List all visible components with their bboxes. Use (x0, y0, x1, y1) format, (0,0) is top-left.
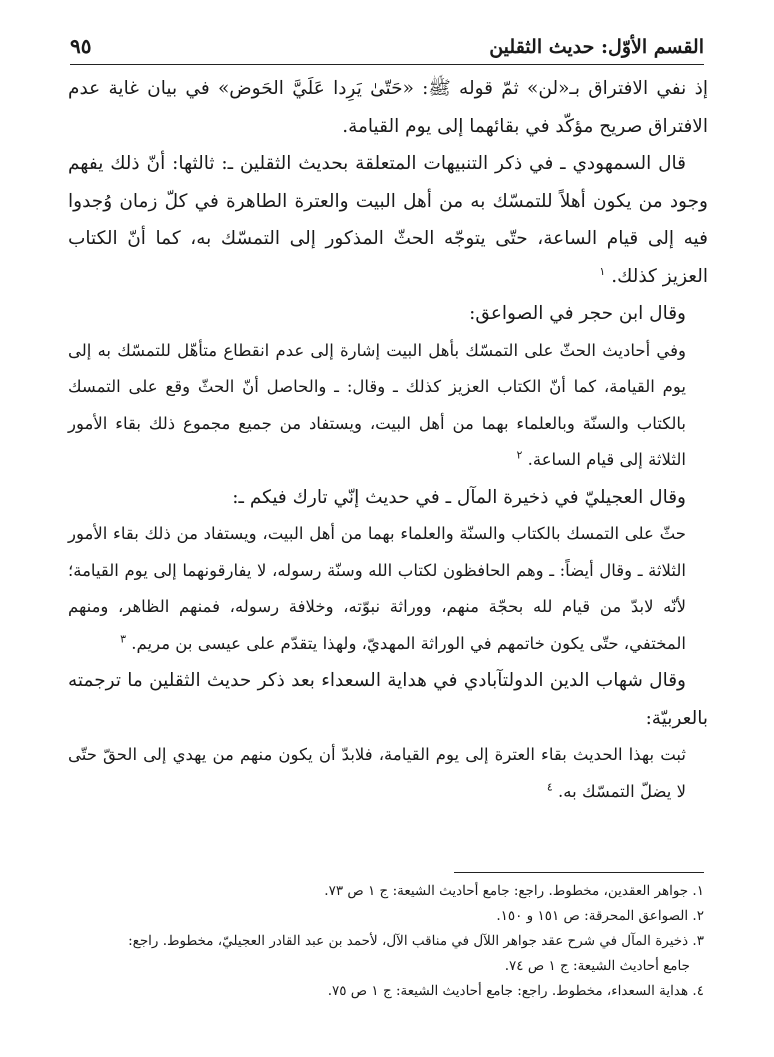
quote-1 (68, 333, 708, 479)
footnote-ref-2[interactable]: ٢ (516, 448, 523, 462)
footnote-ref-1[interactable]: ١ (599, 264, 606, 278)
footnotes (70, 872, 704, 1004)
footnote-2: ٢. الصواعق المحرقة: ص ١٥١ و ١٥٠. (496, 908, 704, 924)
page-header (70, 22, 704, 65)
running-title: القسم الأوّل: حديث الثقلين (489, 36, 704, 58)
paragraph-5: وقال شهاب الدين الدولتآبادي في هداية السعداء بعد ذكر حديث الثقلين ما ترجمته بالعربيّة: (68, 670, 708, 729)
footnote-ref-3[interactable]: ٣ (120, 632, 127, 645)
main-text (68, 70, 708, 810)
paragraph-2 (68, 145, 708, 295)
quote-2 (68, 516, 708, 662)
paragraph-3: وقال ابن حجر في الصواعق: (469, 303, 686, 324)
quote-2-text: حثّ على التمسك بالكتاب والسنّة والعلماء بهما من أهل البيت، ويستفاد من ذلك بقاء الأمور الثلاثة ـ وقال أيضاً: ـ وهم الحافظون لكتاب الله وسنّة رسوله، لا يفارقونهما إلى يوم القيامة؛ لأنّه لابدّ من قيام لله بحجّة منهم، ووراثة نبوّته، وخلافة رسوله، فمنهم الظاهر، ومنهم المختفي، حتّى يكون خاتمهم في الوراثة المهديّ، ولهذا يتقدّم على عيسى بن مريم. (68, 524, 686, 653)
paragraph-2-text: قال السمهودي ـ في ذكر التنبيهات المتعلقة بحديث الثقلين ـ: ثالثها: أنّ ذلك يفهم وجود من يكون أهلاً للتمسّك به من أهل البيت والعترة الطاهرة في كلّ زمان وُجدوا فيه إلى قيام الساعة، حتّى يتوجّه الحثّ المذكور إلى التمسّك به، كما أنّ الكتاب العزيز كذلك. (68, 153, 708, 287)
paragraph-4: وقال العجيليّ في ذخيرة المآل ـ في حديث إنّي تارك فيكم ـ: (232, 486, 686, 508)
page-number: ٩٥ (70, 34, 92, 58)
footnote-ref-4[interactable]: ٤ (546, 780, 553, 793)
footnote-3-continuation: جامع أحاديث الشيعة: ج ١ ص ٧٤. (504, 958, 690, 974)
quote-3 (68, 737, 708, 810)
footnote-divider (454, 872, 704, 873)
footnote-3: ٣. ذخيرة المآل في شرح عقد جواهر اللآل في مناقب الآل، لأحمد بن عبد القادر العجيليّ، مخطوط. راجع: (128, 933, 704, 949)
quote-1-text: وفي أحاديث الحثّ على التمسّك بأهل البيت إشارة إلى عدم انقطاع متأهّل للتمسّك به إلى يوم القيامة، كما أنّ الكتاب العزيز كذلك ـ وقال: ـ والحاصل أنّ الحثّ وقع على التمسك بالكتاب والسنّة وبالعلماء بهما من أهل البيت، ويستفاد من جميع مجموع ذلك بقاء الأمور الثلاثة إلى قيام الساعة. (68, 340, 686, 469)
quote-3-text: ثبت بهذا الحديث بقاء العترة إلى يوم القيامة، فلابدّ أن يكون منهم من يهدي إلى الحقّ حتّى لا يضلّ التمسّك به. (68, 745, 686, 801)
footnote-1: ١. جواهر العقدين، مخطوط. راجع: جامع أحاديث الشيعة: ج ١ ص ٧٣. (324, 883, 704, 899)
paragraph-1: إذ نفي الافتراق بـ«لن» ثمّ قوله ﷺ: «حَتّىٰ يَرِدا عَلَيَّ الحَوض» في بيان غاية عدم الافتراق صريح مؤكّد في بقائهما إلى يوم القيامة. (68, 78, 708, 137)
footnote-4: ٤. هداية السعداء، مخطوط. راجع: جامع أحاديث الشيعة: ج ١ ص ٧٥. (327, 983, 704, 999)
